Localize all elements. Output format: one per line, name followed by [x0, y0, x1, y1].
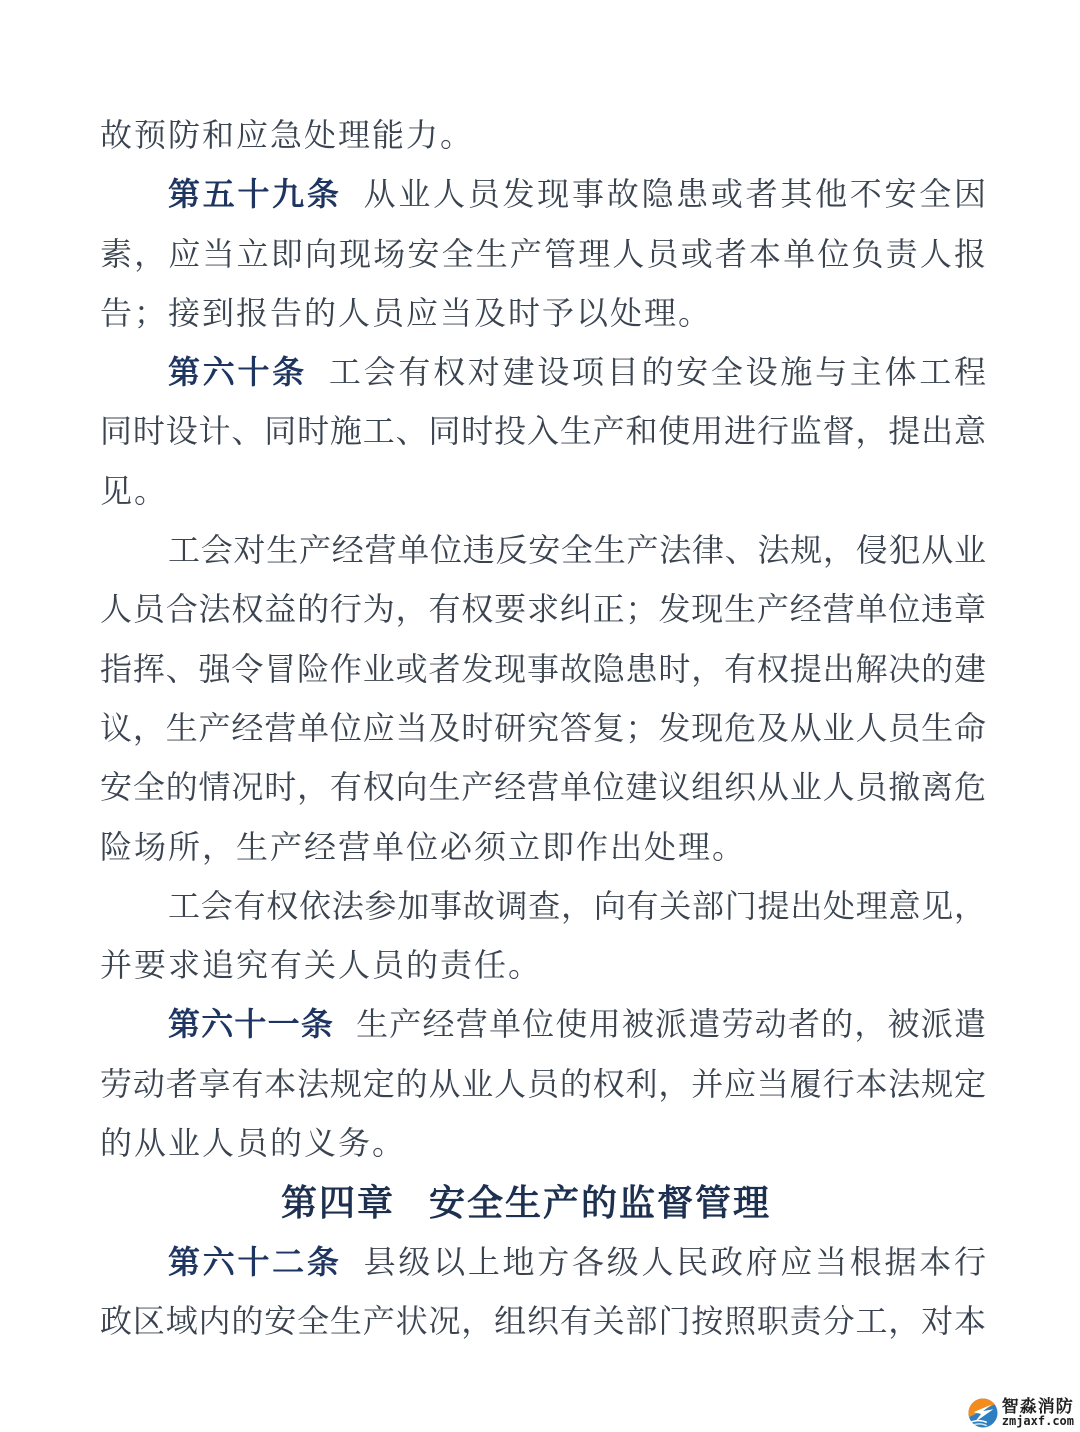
text-line [100, 877, 986, 936]
body-text: 议，生产经营单位应当及时研究答复；发现危及从业人员生命 [100, 709, 986, 746]
body-text: 见。 [100, 472, 169, 509]
article-number: 第四章 [280, 1182, 395, 1224]
article-number: 第五十九条 [168, 176, 342, 213]
text-line [100, 580, 986, 639]
body-text: 指挥、强令冒险作业或者发现事故隐患时，有权提出解决的建 [100, 650, 986, 687]
text-line [100, 106, 986, 165]
body-text: 素，应当立即向现场安全生产管理人员或者本单位负责人报 [100, 235, 986, 272]
text-line [100, 699, 986, 758]
text-line [100, 343, 986, 402]
brand-text [1002, 1398, 1074, 1428]
body-text: 并要求追究有关人员的责任。 [100, 947, 543, 984]
text-line [100, 640, 986, 699]
body-text: 从业人员发现事故隐患或者其他不安全因 [363, 176, 986, 213]
body-text: 工会对生产经营单位违反安全生产法律、法规，侵犯从业 [168, 532, 986, 569]
article-number: 第六十一条 [168, 1006, 335, 1043]
body-text: 险场所，生产经营单位必须立即作出处理。 [100, 828, 747, 865]
text-line [100, 284, 986, 343]
body-text: 工会有权依法参加事故调查，向有关部门提出处理意见， [168, 887, 986, 924]
text-line [100, 402, 986, 461]
watermark [966, 1396, 1076, 1430]
body-text: 的从业人员的义务。 [100, 1125, 407, 1162]
text-line [100, 225, 986, 284]
brand-name: 智淼消防 [1001, 1396, 1074, 1416]
text-line [100, 758, 986, 817]
body-text: 生产经营单位使用被派遣劳动者的，被派遣 [356, 1006, 986, 1043]
text-line [100, 521, 986, 580]
brand-logo-icon [968, 1398, 998, 1428]
brand-domain: zmjaxf.com [1001, 1414, 1074, 1429]
text-line [100, 165, 986, 224]
body-text: 县级以上地方各级人民政府应当根据本行 [363, 1243, 986, 1280]
body-text: 劳动者享有本法规定的从业人员的权利，并应当履行本法规定 [100, 1065, 986, 1102]
body-text: 工会有权对建设项目的安全设施与主体工程 [328, 354, 986, 391]
article-number: 第六十条 [168, 354, 307, 391]
text-line [100, 462, 986, 521]
body-text: 安全的情况时，有权向生产经营单位建议组织从业人员撤离危 [100, 769, 986, 806]
body-text: 故预防和应急处理能力。 [100, 117, 475, 153]
chapter-heading [100, 1173, 986, 1232]
body-text: 告；接到报告的人员应当及时予以处理。 [100, 294, 713, 331]
text-line [100, 1292, 986, 1351]
text-line [100, 1055, 986, 1114]
body-text: 人员合法权益的行为，有权要求纠正；发现生产经营单位违章 [100, 591, 986, 628]
text-line [100, 818, 986, 877]
body-text: 同时设计、同时施工、同时投入生产和使用进行监督，提出意 [100, 413, 986, 450]
article-number: 安全生产的监督管理 [429, 1182, 772, 1224]
body-text: 政区域内的安全生产状况，组织有关部门按照职责分工，对本 [100, 1302, 986, 1339]
text-line [100, 1114, 986, 1173]
text-line [100, 936, 986, 995]
text-line [100, 995, 986, 1054]
text-line [100, 1233, 986, 1292]
article-number: 第六十二条 [168, 1243, 342, 1280]
law-text-block [100, 106, 986, 1351]
